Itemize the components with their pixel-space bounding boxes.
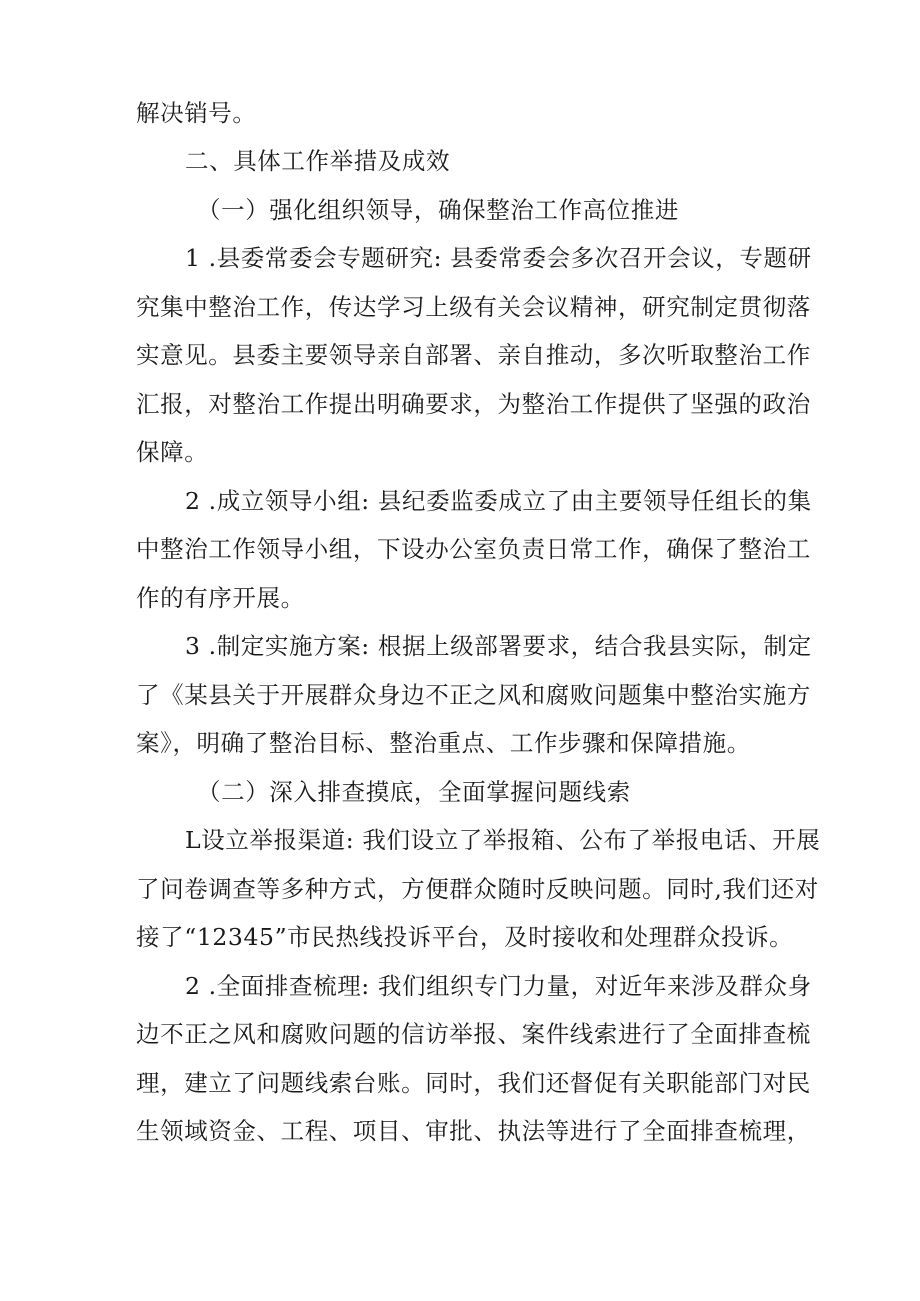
paragraph-line: 2 .全面排查梳理: 我们组织专门力量，对近年来涉及群众身	[185, 972, 812, 1000]
paragraph-line: 了问卷调查等多种方式，方便群众随时反映问题。同时,我们还对	[136, 875, 819, 903]
paragraph-line: 中整治工作领导小组，下设办公室负责日常工作，确保了整治工	[136, 535, 811, 563]
paragraph-line: 了《某县关于开展群众身边不正之风和腐败问题集中整治实施方	[136, 681, 811, 709]
paragraph-line: 作的有序开展。	[136, 584, 305, 612]
paragraph-line: 汇报，对整治工作提出明确要求，为整治工作提供了坚强的政治	[136, 390, 811, 418]
paragraph-line: 3 .制定实施方案: 根据上级部署要求，结合我县实际，制定	[185, 632, 812, 660]
paragraph-line: 2 .成立领导小组: 县纪委监委成立了由主要领导任组长的集	[185, 487, 812, 515]
paragraph-line: 理，建立了问题线索台账。同时，我们还督促有关职能部门对民	[136, 1069, 811, 1097]
paragraph-line: 实意见。县委主要领导亲自部署、亲自推动，多次听取整治工作	[136, 341, 811, 369]
paragraph-line: 边不正之风和腐败问题的信访举报、案件线索进行了全面排查梳	[136, 1020, 811, 1048]
text-line: 解决销号。	[136, 99, 257, 127]
subsection-heading: （二）深入排查摸底，全面掌握问题线索	[197, 778, 631, 806]
section-heading: 二、具体工作举措及成效	[185, 147, 451, 175]
paragraph-line: L设立举报渠道: 我们设立了举报箱、公布了举报电话、开展	[185, 826, 821, 854]
paragraph-line: 案》，明确了整治目标、整治重点、工作步骤和保障措施。	[136, 729, 751, 757]
paragraph-line: 1 .县委常委会专题研究: 县委常委会多次召开会议，专题研	[185, 244, 812, 272]
paragraph-line: 保障。	[136, 438, 209, 466]
subsection-heading: （一）强化组织领导，确保整治工作高位推进	[197, 196, 679, 224]
paragraph-line: 生领域资金、工程、项目、审批、执法等进行了全面排查梳理，	[136, 1117, 811, 1145]
paragraph-line: 究集中整治工作，传达学习上级有关会议精神，研究制定贯彻落	[136, 293, 811, 321]
paragraph-line: 接了“12345”市民热线投诉平台，及时接收和处理群众投诉。	[136, 923, 794, 951]
